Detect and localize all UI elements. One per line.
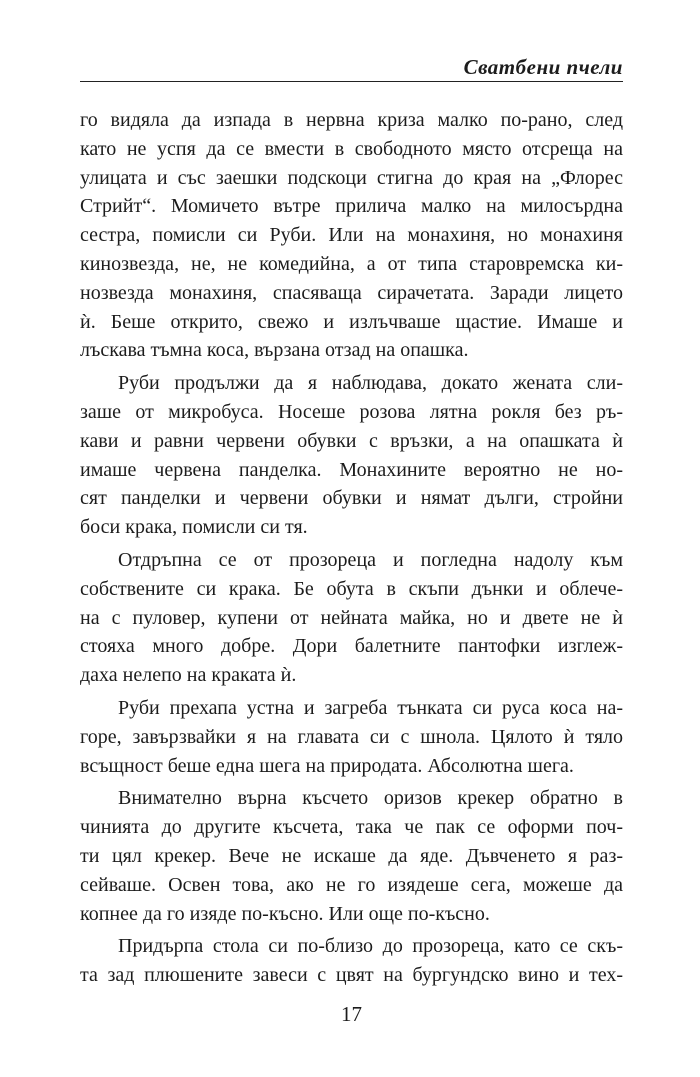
text-line: сестра, помисли си Руби. Или на монахиня, но монахиня	[80, 224, 623, 247]
paragraph	[80, 932, 623, 986]
running-head-title: Сватбени пчели	[463, 55, 623, 79]
text-line: ти цял крекер. Вече не искаше да яде. Дъвченето я раз-	[80, 844, 623, 867]
text-line: Руби продължи да я наблюдава, докато жената сли-	[118, 372, 623, 395]
text-line: боси крака, помисли си тя.	[80, 516, 308, 539]
paragraph	[80, 546, 623, 690]
running-head	[80, 56, 623, 78]
text-line: сейваше. Освен това, ако не го изядеше сега, можеше да	[80, 873, 623, 896]
paragraph	[80, 694, 623, 780]
running-head-rule	[80, 81, 623, 82]
text-line: Придърпа стола си по-близо до прозореца, като се скъ-	[118, 935, 623, 958]
paragraph	[80, 369, 623, 542]
text-line: всъщност беше една шега на природата. Абсолютна шега.	[80, 754, 574, 777]
text-line: като не успя да се вмести в свободното място отсреща на	[80, 137, 623, 160]
text-line: Внимателно върна късчето оризов крекер обратно в	[118, 787, 623, 810]
body-text	[80, 106, 623, 986]
text-line: лъскава тъмна коса, вързана отзад на опашка.	[80, 339, 469, 362]
text-line: горе, завързвайки я на главата си с шнола. Цялото ѝ тяло	[80, 725, 623, 748]
paragraph	[80, 106, 623, 365]
text-line: улицата и със заешки подскоци стигна до края на „Флорес	[80, 166, 623, 189]
text-line: ѝ. Беше открито, свежо и излъчваше щастие. Имаше и	[80, 310, 623, 333]
text-line: Руби прехапа устна и загреба тънката си руса коса на-	[118, 696, 623, 719]
text-line: Стрийт“. Момичето вътре прилича малко на милосърдна	[80, 195, 623, 218]
text-line: на с пуловер, купени от нейната майка, но и двете не ѝ	[80, 606, 623, 629]
page-number: 17	[341, 1002, 362, 1026]
text-line: кави и равни червени обувки с връзки, а на опашката ѝ	[80, 429, 623, 452]
text-line: та зад плюшените завеси с цвят на бургундско вино и тех-	[80, 964, 623, 986]
text-line: кинозвезда, не, не комедийна, а от типа старовремска ки-	[80, 252, 623, 275]
text-line: Отдръпна се от прозореца и погледна надолу към	[118, 548, 623, 571]
text-line: имаше червена панделка. Монахините вероятно не но-	[80, 458, 623, 481]
text-line: чинията до другите късчета, така че пак се оформи поч-	[80, 816, 623, 839]
paragraph	[80, 784, 623, 928]
text-line: го видяла да изпада в нервна криза малко по-рано, след	[80, 109, 623, 131]
text-line: даха нелепо на краката ѝ.	[80, 664, 297, 687]
text-line: нозвезда монахиня, спасяваща сирачетата. Заради лицето	[80, 281, 623, 304]
text-line: копнее да го изяде по-късно. Или още по-късно.	[80, 902, 490, 925]
text-line: стояха много добре. Дори балетните пантофки изглеж-	[80, 635, 623, 658]
text-line: сят панделки и червени обувки и нямат дълги, стройни	[80, 487, 623, 510]
text-line: собствените си крака. Бе обута в скъпи дънки и облече-	[80, 577, 623, 600]
text-line: заше от микробуса. Носеше розова лятна рокля без ръ-	[80, 400, 623, 423]
